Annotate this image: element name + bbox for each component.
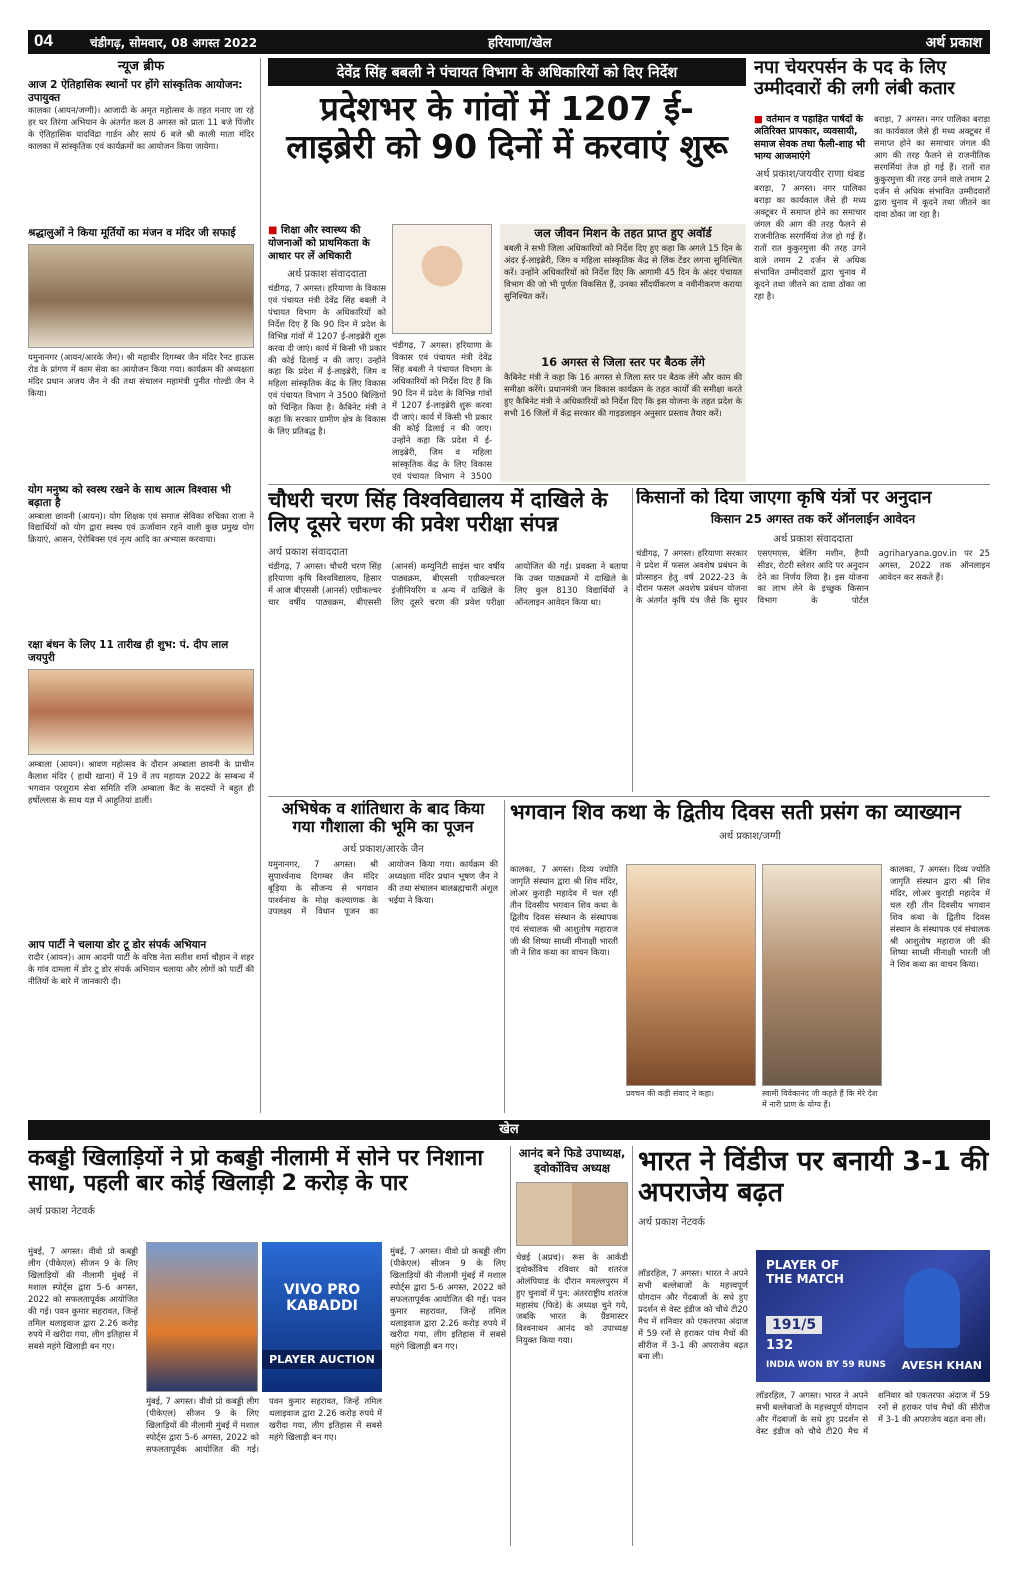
right-story-body-2: बराड़ा, 7 अगस्त। नगर पालिका बराड़ा का कार्यकाल जैसे ही मध्य अक्टूबर में समाप्त होने का समाचार जंगल की आग की तरह फैलने से राजनीतिक सरगर्मियां तेज हो गई हैं। रातों रात कुकुरमुत्ता की तरह उगने वाले तमाम 2 दर्जन से अधिक संभावित उम्मीदवारों द्वारा चुनाव में कूदने तथा जीतने का दावा ठोका जा रहा है। <box>874 114 990 220</box>
brief-headline: आज 2 ऐतिहासिक स्थानों पर होंगे सांस्कृतिक आयोजन: उपायुक्त <box>28 78 243 105</box>
section-rule <box>268 796 990 797</box>
subsidy-story <box>636 488 990 792</box>
cricket-body-2: लॉडरहिल, 7 अगस्त। भारत ने अपने सभी बल्लेबाजों के महत्त्वपूर्ण योगदान और गेंदबाजों के सधे हुए प्रदर्शन से वेस्ट इंडीज को चौथे टी20 मैच में शनिवार को एकतरफा अंदाज में 59 रनों से हराकर पांच मैचों की सीरीज में 3-1 की अपराजेय बढ़त बना ली। <box>756 1390 990 1436</box>
potm-title: PLAYER OF THE MATCH <box>766 1258 844 1287</box>
masthead <box>28 30 990 54</box>
brief-body: कालका (आयन/जग्गी)। आजादी के अमृत महोत्सव के तहत मनाए जा रहे हर घर तिरंगा अभियान के अंतर्गत कल 8 अगस्त को प्रातः 11 बजे पिंजौर के ऐतिहासिक यादविंद्रा गार्डन और सायं 6 बजे श्री काली माता मंदिर कालका में सांस्कृतिक एवं कार्यक्रमों का आयोजन किया जायेगा। <box>28 105 254 151</box>
chess-body: चेन्नई (अप्रच)। रूस के आर्कडी ड्वोर्कोविच रविवार को शतरंज ओलंपियाड के दौरान ममल्लपुरम में हुए चुनावों में पुन: अंतरराष्ट्रीय शतरंज महासंघ (फिडे) के अध्यक्ष चुने गये, जबकि भारत के ग्रैंडमास्टर विश्वनाथन आनंद को उपाध्यक्ष नियुक्त किया गया। <box>516 1251 628 1346</box>
subsidy-byline: अर्थ प्रकाश संवाददाता <box>773 533 853 545</box>
right-story <box>754 58 990 482</box>
box-body: बबली ने सभी जिला अधिकारियों को निर्देश दिए हुए कहा कि अगले 15 दिन के अंदर ई-लाइब्रेरी, जिम व महिला सांस्कृतिक केंद्र से लिंक टेंडर लगना सुनिश्चित करें। उन्होंने अधिकारियों को निर्देश दिए कि आगामी 45 दिन के अंदर पंचायत विभाग की जो भी पूर्णतः विकसित हैं, उनका सौंदर्यीकरण व नवीनीकरण कराया सुनिश्चित करें। <box>504 242 742 301</box>
kabaddi-headline: कबड्डी खिलाड़ियों ने प्रो कबड्डी नीलामी में सोने पर निशाना साधा, पहली बार कोई खिलाड़ी 2 करोड़ के पार <box>28 1146 484 1197</box>
university-byline: अर्थ प्रकाश संवाददाता <box>268 547 348 559</box>
chess-story <box>516 1146 628 1546</box>
photo-caption: प्रवचन की कड़ी संवाद ने कहा। <box>626 1089 715 1098</box>
player-figure <box>904 1268 960 1348</box>
section-rule <box>268 484 990 485</box>
kabaddi-byline: अर्थ प्रकाश नेटवर्क <box>28 1205 95 1217</box>
temple-photo <box>28 244 254 348</box>
gaushala-headline: अभिषेक व शांतिधारा के बाद किया गया गौशाला की भूमि का पूजन <box>281 800 485 837</box>
masthead-date: चंडीगढ़, सोमवार, 08 अगस्त 2022 <box>90 36 258 50</box>
sadhvi-photo <box>626 864 756 1086</box>
top-story-box <box>500 224 746 482</box>
box2-body: कैबिनेट मंत्री ने कहा कि 16 अगस्त से जिला स्तर पर बैठक लेंगे और काम की समीक्षा करेंगे। प्रधानमंत्री जन विकास कार्यक्रम के तहत कार्यों की समीक्षा करते हुए कैबिनेट मंत्री ने अधिकारियों को निर्देश दिए कि इस योजना के तहत प्रदेश के सभी 16 जिलों में केंद्र सरकार की गाइडलाइन अनुसार प्रस्ताव तैयार करें। <box>504 371 742 418</box>
shiv-katha-headline: भगवान शिव कथा के द्वितीय दिवस सती प्रसंग का व्याख्यान <box>510 800 961 824</box>
chess-headline: आनंद बने फिडे उपाध्यक्ष, ड्वोर्कोविच अध्यक्ष <box>518 1146 626 1175</box>
cricket-headline: भारत ने विंडीज पर बनायी 3-1 की अपराजेय बढ़त <box>638 1146 989 1209</box>
gaushala-body: यमुनानगर, 7 अगस्त। श्री सुपार्श्वनाथ दिगम्बर जैन मंदिर बूड़िया के सौजन्य से भगवान पार्श्वनाथ के मोक्ष कल्याणक के उपलक्ष्य में विधान पूजन का आयोजन किया गया। कार्यक्रम की अध्यक्षता मंदिर प्रधान भूषण जैन ने की तथा संचालन बालब्रह्मचारी अंशुल भईया ने किया। <box>268 858 498 917</box>
university-body: चंडीगढ़, 7 अगस्त। चौधरी चरण सिंह हरियाणा कृषि विश्वविद्यालय, हिसार में आज बीएससी (आनर्स) एग्रीकल्चर चार वर्षीय पाठ्यक्रम, बीएससी (आनर्स) कम्युनिटी साइंस चार वर्षीय पाठ्यक्रम, बीएससी एग्रीकल्चरल इंजीनियरिंग व अन्य में दाखिले के लिए दूसरे चरण की प्रवेश परीक्षा आयोजित की गई। प्रवक्ता ने बताया कि उक्त पाठ्यक्रमों में दाखिले के लिए कुल 8130 विद्यार्थियों ने ऑनलाइन आवेदन किया था। <box>268 561 628 608</box>
page-number: 04 <box>34 31 53 50</box>
potm-result: INDIA WON BY 59 RUNS <box>766 1360 886 1370</box>
brief-headline: श्रद्धालुओं ने किया मूर्तियों का मंजन व मंदिर जी सफाई <box>28 227 236 240</box>
shiv-katha-body: कालका, 7 अगस्त। दिव्य ज्योति जागृति संस्थान द्वारा श्री शिव मंदिर, लोअर कुराड़ी महादेव में चल रही तीन दिवसीय भगवान शिव कथा के द्वितीय दिवस संस्थान के संस्थापक एवं संचालक श्री आशुतोष महाराज जी की शिष्या साध्वी मीनाक्षी भारती जी ने शिव कथा का वाचन किया। <box>510 864 618 958</box>
potm-player-name: AVESH KHAN <box>901 1359 982 1372</box>
section-title: हरियाणा/खेल <box>488 36 552 51</box>
player-of-match-graphic <box>756 1250 990 1382</box>
poster-title: VIVO PRO KABADDI <box>283 1282 361 1314</box>
brief-body: अम्बाला (आयन)। श्रावण महोत्सव के दौरान अम्बाला छावनी के प्राचीन कैलाश मंदिर ( हाथी खाना) में 19 वें तप महायज्ञ 2022 के सम्बन्ध में भगवान परशुराम सेवा समिति रजि अम्बाला कैंट के सदस्यों ने बहुत ही हर्षोल्लास के साथ यज्ञ में आहुतियां डालीं। <box>28 758 254 805</box>
top-story-kicker: देवेंद्र सिंह बबली ने पंचायत विभाग के अधिकारियों को दिए निर्देश <box>268 58 746 86</box>
right-story-deck: ■ वर्तमान व पहाड़ित पार्षदों के अतिरिक्त प्रापकार, व्यवसायी, समाज सेवक तथा फैली-शाह भी भाग्य आजमाएंगे <box>754 114 866 163</box>
brief-headline: रक्षा बंधन के लिए 11 तारीख ही शुभ: पं. दीप लाल जयपुरी <box>28 638 229 664</box>
brief-headline: योग मनुष्य को स्वस्थ रखने के साथ आत्म विश्वास भी बढ़ाता है <box>28 484 231 510</box>
top-story <box>268 58 746 482</box>
shiv-katha-byline: अर्थ प्रकाश/जग्गी <box>719 831 781 843</box>
column-divider <box>260 58 261 1113</box>
subsidy-body: चंडीगढ़, 7 अगस्त। हरियाणा सरकार ने प्रदेश में फसल अवशेष प्रबंधन के प्रोत्साहन हेतु वर्ष 2022-23 के दौरान फसल अवशेष प्रबंधन योजना के अंतर्गत कृषि यंत्र जैसे कि सुपर एसएमएस, बेलिंग मशीन, हैप्पी सीडर, रोटरी स्लेशर आदि पर अनुदान देने का निर्णय लिया है। इस योजना का लाभ लेने के इच्छुक किसान विभाग के पोर्टल agriharyana.gov.in पर 25 अगस्त, 2022 तक ऑनलाइन आवेदन कर सकते हैं। <box>636 547 990 606</box>
gaushala-byline: अर्थ प्रकाश/आरके जैन <box>342 843 424 855</box>
column-divider <box>510 1146 511 1546</box>
cricket-byline: अर्थ प्रकाश नेटवर्क <box>638 1217 705 1229</box>
brief-body: अम्बाला छावनी (आयन)। योग शिक्षक एवं समाज सेविका रुचिका राजा ने विद्यार्थियों को योग द्वारा स्वस्थ एवं ऊर्जावान रहने वाली कुछ प्रमुख योग क्रियाएं, आसन, ऐरोबिक्स एवं नृत्य आदि का अभ्यास करवाया। <box>28 510 254 545</box>
right-story-body: बराड़ा, 7 अगस्त। नगर पालिका बराड़ा का कार्यकाल जैसे ही मध्य अक्टूबर में समाप्त होने का समाचार जंगल की आग की तरह फैलने से राजनीतिक सरगर्मियां तेज हो गई हैं। रातों रात कुकुरमुत्ता की तरह उगने वाले तमाम 2 दर्जन से अधिक संभावित उम्मीदवारों द्वारा चुनाव में कूदने तथा जीतने का दावा ठोका जा रहा है। <box>754 183 866 301</box>
university-story <box>268 488 628 792</box>
kabaddi-player-photo <box>146 1242 258 1392</box>
cricket-body: लॉडरहिल, 7 अगस्त। भारत ने अपने सभी बल्लेबाजों के महत्त्वपूर्ण योगदान और गेंदबाजों के सधे हुए प्रदर्शन से वेस्ट इंडीज को चौथे टी20 मैच में शनिवार को एकतरफा अंदाज में 59 रनों से हराकर पांच मैचों की सीरीज में 3-1 की अपराजेय बढ़त बना ली। <box>638 1268 748 1362</box>
yajna-photo <box>28 669 254 755</box>
kabaddi-body-3: मुंबई, 7 अगस्त। वीवो प्रो कबड्डी लीग (पीकेएल) सीजन 9 के लिए खिलाड़ियों की नीलामी मुंबई में मशाल स्पोर्ट्स द्वारा 5-6 अगस्त, 2022 को सफलतापूर्वक आयोजित की गई। पवन कुमार सहरावत, जिन्हें तमिल थलाइवाज द्वारा 2.26 करोड़ रुपये में खरीदा गया, लीग इतिहास में सबसे महंगे खिलाड़ी बन गए। <box>390 1246 506 1352</box>
top-story-byline: अर्थ प्रकाश संवाददाता <box>287 269 367 280</box>
brief-headline: आप पार्टी ने चलाया डोर टू डोर संपर्क अभियान <box>28 938 207 951</box>
sports-band <box>28 1120 990 1140</box>
university-headline: चौधरी चरण सिंह विश्वविद्यालय में दाखिले के लिए दूसरे चरण की प्रवेश परीक्षा संपन्न <box>268 488 608 537</box>
top-story-headline-2: लाइब्रेरी को 90 दिनों में करवाएं शुरू <box>286 126 728 166</box>
photo-caption: स्वामी विवेकानंद जी कहते हैं कि मेरे देश में नारी प्राण के योग्य हैं। <box>762 1089 878 1109</box>
brand-logo: अर्थ प्रकाश <box>925 35 982 51</box>
right-story-headline: नपा चेयरपर्सन के पद के लिए उम्मीदवारों की लगी लंबी कतार <box>754 58 955 99</box>
news-brief-title: न्यूज ब्रीफ <box>117 59 165 74</box>
brief-body: यमुनानगर (आयन/आरके जैन)। श्री महावीर दिगम्बर जैन मंदिर रैनट हाऊस रोड के प्रांगण में काम सेवा का आयोजन किया गया। कार्यक्रम की अध्यक्षता मंदिर प्रधान अजय जैन ने की तथा संचालन महामंत्री पुनीत गोल्डी जैन ने किया। <box>28 352 254 399</box>
subsidy-headline: किसानों को दिया जाएगा कृषि यंत्रों पर अनुदान <box>636 488 932 508</box>
chess-officials-photo <box>516 1182 628 1246</box>
box2-head: 16 अगस्त से जिला स्तर पर बैठक लेंगे <box>541 354 705 369</box>
kabaddi-body: मुंबई, 7 अगस्त। वीवो प्रो कबड्डी लीग (पीकेएल) सीजन 9 के लिए खिलाड़ियों की नीलामी मुंबई में मशाल स्पोर्ट्स द्वारा 5-6 अगस्त, 2022 को सफलतापूर्वक आयोजित की गई। पवन कुमार सहरावत, जिन्हें तमिल थलाइवाज द्वारा 2.26 करोड़ रुपये में खरीदा गया, लीग इतिहास में सबसे महंगे खिलाड़ी बन गए। <box>28 1246 138 1352</box>
right-story-col-1 <box>754 114 866 482</box>
right-story-byline: अर्थ प्रकाश/जयवीर राणा थंबड <box>755 169 865 181</box>
gaushala-story <box>268 800 498 1113</box>
column-divider <box>504 800 505 1113</box>
top-story-headline: प्रदेशभर के गांवों में 1207 ई- <box>320 89 694 128</box>
shiv-katha-body-2: कालका, 7 अगस्त। दिव्य ज्योति जागृति संस्थान द्वारा श्री शिव मंदिर, लोअर कुराड़ी महादेव में चल रही तीन दिवसीय भगवान शिव कथा के द्वितीय दिवस संस्थान के संस्थापक एवं संचालक श्री आशुतोष महाराज जी की शिष्या साध्वी मीनाक्षी भारती जी ने शिव कथा का वाचन किया। <box>890 864 990 970</box>
kabaddi-story <box>28 1146 506 1546</box>
potm-score-2: 132 <box>766 1338 794 1353</box>
top-story-col-1 <box>268 224 386 482</box>
box-head: जल जीवन मिशन के तहत प्राप्त हुए अवॉर्ड <box>534 226 712 240</box>
kabaddi-body-2: मुंबई, 7 अगस्त। वीवो प्रो कबड्डी लीग (पीकेएल) सीजन 9 के लिए खिलाड़ियों की नीलामी मुंबई में मशाल स्पोर्ट्स द्वारा 5-6 अगस्त, 2022 को सफलतापूर्वक आयोजित की गई। पवन कुमार सहरावत, जिन्हें तमिल थलाइवाज द्वारा 2.26 करोड़ रुपये में खरीदा गया, लीग इतिहास में सबसे महंगे खिलाड़ी बन गए। <box>146 1396 382 1454</box>
top-story-side-note: ■ शिक्षा और स्वास्थ्य की योजनाओं को प्राथमिकता के आधार पर लें अधिकारी <box>268 224 386 263</box>
subsidy-deck: किसान 25 अगस्त तक करें ऑनलाईन आवेदन <box>710 512 916 527</box>
column-divider <box>632 488 633 792</box>
sports-band-label: खेल <box>499 1122 519 1137</box>
minister-portrait <box>392 224 492 334</box>
cricket-story <box>638 1146 990 1546</box>
potm-score: 191/5 <box>766 1316 822 1334</box>
top-story-body: चंडीगढ़, 7 अगस्त। हरियाणा के विकास एवं पंचायत मंत्री देवेंद्र सिंह बबली ने पंचायत विभाग के अधिकारियों को निर्देश दिए हैं कि 90 दिन में प्रदेश के विभिन्न गांवों में 1207 ई-लाइब्रेरी शुरू करवा दी जाएं। कार्य में किसी भी प्रकार की कोई ढिलाई न की जाए। उन्होंने कहा कि प्रदेश में ई-लाइब्रेरी, जिम व महिला सांस्कृतिक केंद्र के लिए विकास एवं पंचायत विभाग ने 3500 बिल्डिंगों को चिन्हित किया है। कैबिनेट मंत्री ने कहा कि सरकार ग्रामीण क्षेत्र के विकास के लिए प्रतिबद्ध है। <box>268 283 386 437</box>
auction-poster <box>262 1242 382 1392</box>
shiv-katha-story <box>510 800 990 1113</box>
news-brief-column <box>28 58 254 1113</box>
top-story-body-2: चंडीगढ़, 7 अगस्त। हरियाणा के विकास एवं पंचायत मंत्री देवेंद्र सिंह बबली ने पंचायत विभाग के अधिकारियों को निर्देश दिए हैं कि 90 दिन में प्रदेश के विभिन्न गांवों में 1207 ई-लाइब्रेरी शुरू करवा दी जाएं। कार्य में किसी भी प्रकार की कोई ढिलाई न की जाए। उन्होंने कहा कि प्रदेश में ई-लाइब्रेरी, जिम व महिला सांस्कृतिक केंद्र के लिए विकास एवं पंचायत विभाग ने 3500 <box>392 340 492 482</box>
poster-subtitle: PLAYER AUCTION <box>262 1350 382 1369</box>
column-divider <box>632 1146 633 1546</box>
audience-photo <box>762 864 882 1086</box>
brief-body: रादौर (आयन)। आम आदमी पार्टी के वरिष्ठ नेता सतीश शर्मा चौहान ने शहर के गांव दामला में डोर टू डोर संपर्क अभियान चलाया और लोगों को पार्टी की नीतियों के बारे में जानकारी दी। <box>28 951 254 986</box>
